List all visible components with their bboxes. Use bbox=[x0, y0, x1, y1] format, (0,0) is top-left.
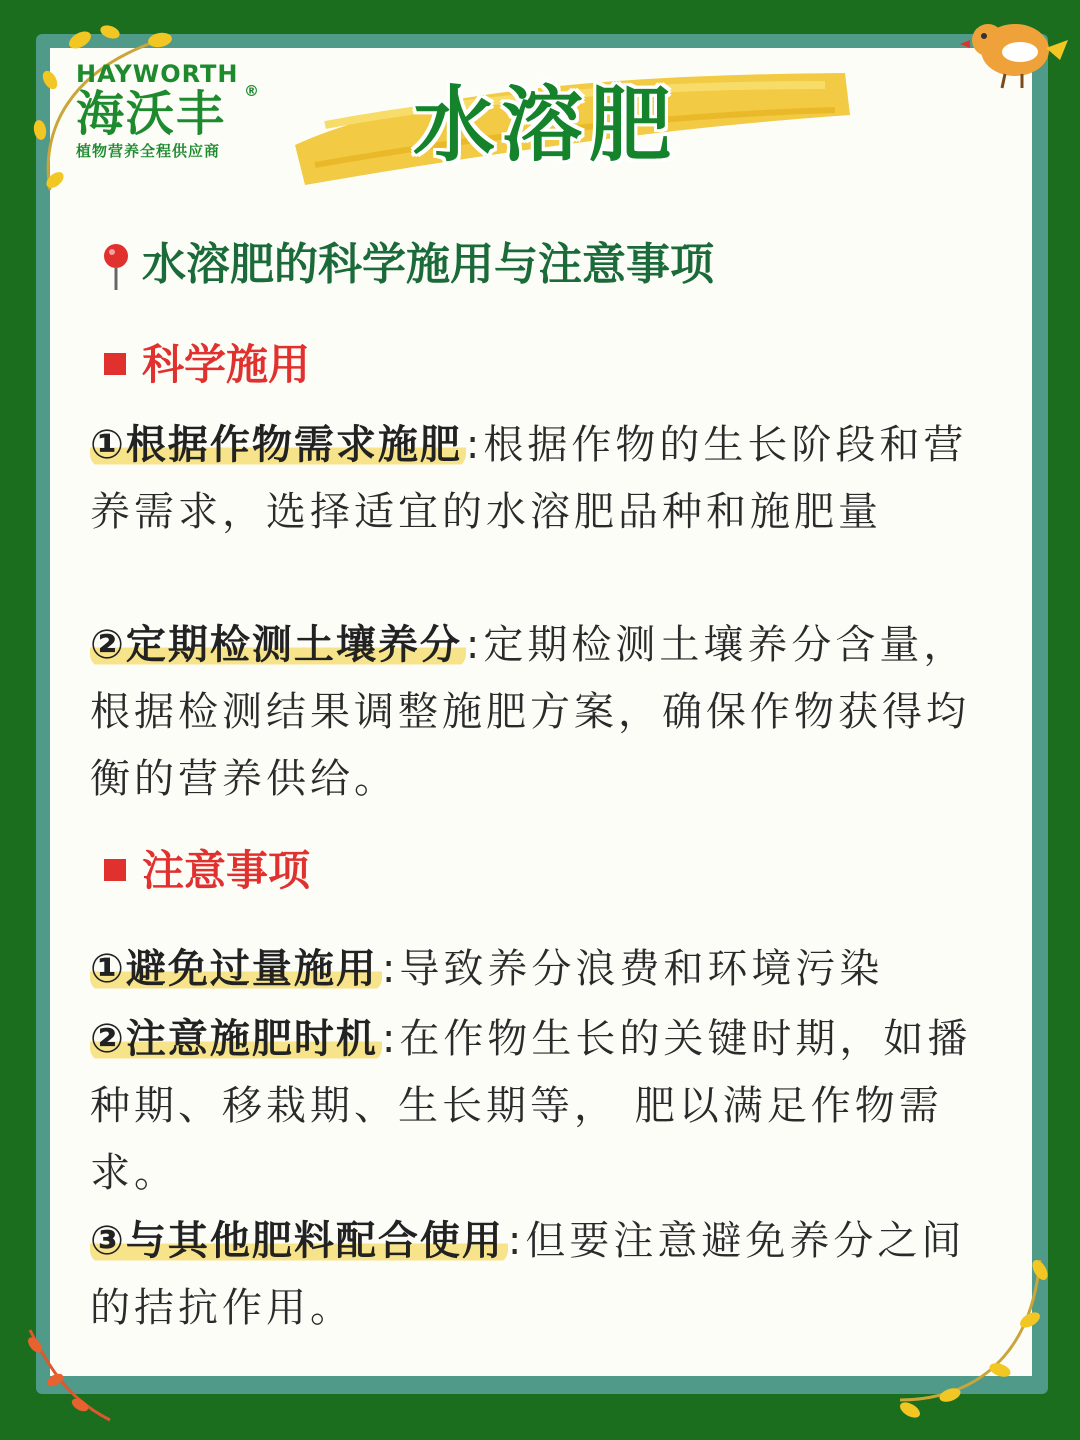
list-item bbox=[90, 936, 1005, 1003]
section-heading bbox=[104, 332, 310, 392]
list-item bbox=[90, 612, 1005, 813]
item-colon: : bbox=[381, 1016, 400, 1062]
item-text: 在作物生长的关键时期，如播种期、移栽期、生长期等， 肥以满足作物需求。 bbox=[90, 1016, 972, 1196]
section-heading-text: 科学施用 bbox=[142, 340, 311, 389]
square-bullet-icon bbox=[104, 353, 126, 375]
brand-name-en: HAYWORTH bbox=[76, 60, 239, 88]
registered-mark: ® bbox=[244, 82, 259, 100]
item-key: ②注意施肥时机 bbox=[90, 1016, 382, 1062]
bird-icon bbox=[960, 10, 1070, 90]
list-item bbox=[90, 1208, 1005, 1342]
section-heading-text: 注意事项 bbox=[142, 846, 311, 895]
brand-logo bbox=[76, 60, 259, 161]
list-item bbox=[90, 1006, 1005, 1207]
subtitle-text: 水溶肥的科学施用与注意事项 bbox=[142, 239, 714, 290]
item-colon: : bbox=[381, 946, 400, 992]
item-colon: : bbox=[507, 1218, 526, 1264]
item-key: ①避免过量施用 bbox=[90, 946, 382, 992]
item-text: 导致养分浪费和环境污染 bbox=[399, 946, 884, 992]
item-text: 定期检测土壤养分含量，根据检测结果调整施肥方案，确保作物获得均衡的营养供给。 bbox=[90, 622, 970, 802]
brand-name-cn: 海沃丰 bbox=[76, 86, 227, 142]
item-colon: : bbox=[465, 422, 484, 468]
item-text: 但要注意避免养分之间的拮抗作用。 bbox=[90, 1218, 966, 1331]
square-bullet-icon bbox=[104, 859, 126, 881]
brand-tagline: 植物营养全程供应商 bbox=[76, 142, 221, 160]
page-title: 水溶肥 bbox=[412, 78, 677, 173]
pin-icon bbox=[96, 242, 136, 292]
subtitle bbox=[96, 228, 714, 292]
item-text: 根据作物的生长阶段和营养需求，选择适宜的水溶肥品种和施肥量 bbox=[90, 422, 968, 535]
item-key: ③与其他肥料配合使用 bbox=[90, 1218, 508, 1264]
item-colon: : bbox=[465, 622, 484, 668]
list-item bbox=[90, 412, 1005, 546]
item-key: ②定期检测土壤养分 bbox=[90, 622, 466, 668]
section-heading bbox=[104, 838, 310, 898]
item-key: ①根据作物需求施肥 bbox=[90, 422, 466, 468]
